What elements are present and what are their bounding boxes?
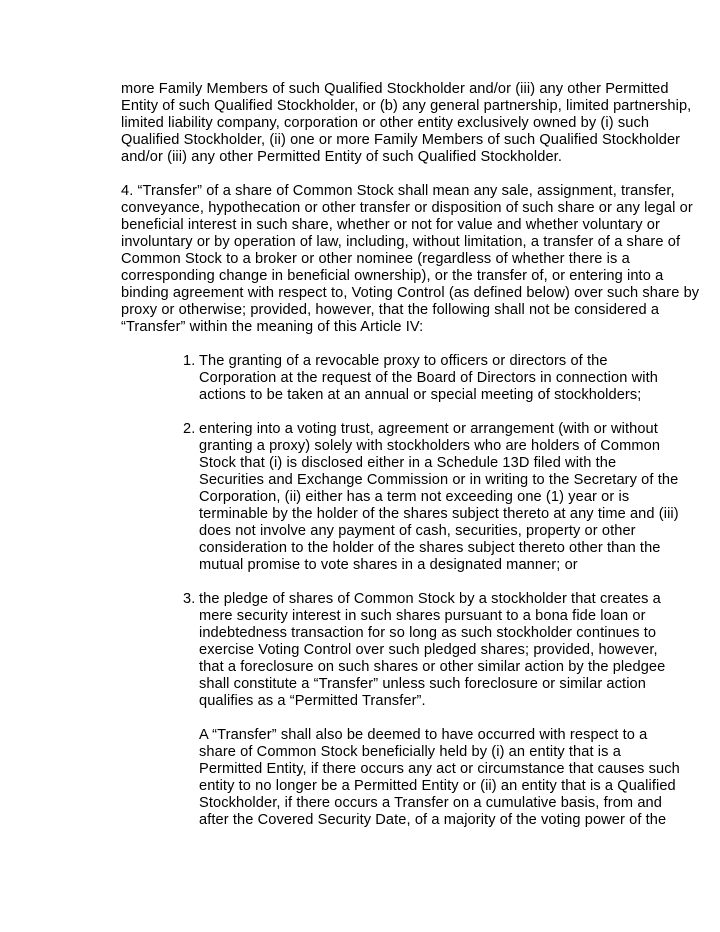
- text-line: Entity of such Qualified Stockholder, or (b) any general partnership, limited partnership,: [121, 98, 692, 114]
- text-line: and/or (iii) any other Permitted Entity of such Qualified Stockholder.: [121, 149, 562, 165]
- text-line: terminable by the holder of the shares subject thereto at any time and (iii): [199, 506, 679, 522]
- text-line: The granting of a revocable proxy to officers or directors of the: [199, 353, 608, 369]
- text-line: entering into a voting trust, agreement or arrangement (with or without: [199, 421, 658, 437]
- text-line: mutual promise to vote shares in a designated manner; or: [199, 557, 578, 573]
- text-line: does not involve any payment of cash, securities, property or other: [199, 523, 636, 539]
- text-line: the pledge of shares of Common Stock by a stockholder that creates a: [199, 591, 661, 607]
- paragraph-transfer-definition: [121, 183, 700, 336]
- text-line: share of Common Stock beneficially held by (i) an entity that is a: [199, 744, 621, 760]
- text-line: binding agreement with respect to, Voting Control (as defined below) over such share by: [121, 285, 700, 301]
- text-line: entity to no longer be a Permitted Entity or (ii) an entity that is a Qualified: [199, 778, 676, 794]
- numbered-list-item-3: [183, 591, 680, 710]
- numbered-list-item-1: [183, 353, 680, 404]
- text-line: involuntary or by operation of law, including, without limitation, a transfer of a share of: [121, 234, 681, 250]
- numbered-list-item-2: [183, 421, 680, 574]
- paragraph-transfer-deemed-occurred: [199, 727, 680, 829]
- text-line: indebtedness transaction for so long as such stockholder continues to: [199, 625, 657, 641]
- text-line: corresponding change in beneficial ownership), or the transfer of, or entering into a: [121, 268, 664, 284]
- text-line: mere security interest in such shares pursuant to a bona fide loan or: [199, 608, 646, 624]
- text-line: actions to be taken at an annual or special meeting of stockholders;: [199, 387, 642, 403]
- text-line: 4. “Transfer” of a share of Common Stock shall mean any sale, assignment, transfer,: [121, 183, 675, 199]
- text-line: conveyance, hypothecation or other transfer or disposition of such share or any legal or: [121, 200, 693, 216]
- text-line: beneficial interest in such share, whether or not for value and whether voluntary or: [121, 217, 660, 233]
- text-line: more Family Members of such Qualified Stockholder and/or (iii) any other Permitted: [121, 81, 669, 97]
- list-item-body: [199, 421, 680, 574]
- text-line: qualifies as a “Permitted Transfer”.: [199, 693, 426, 709]
- text-line: Stock that (i) is disclosed either in a Schedule 13D filed with the: [199, 455, 617, 471]
- list-item-number: 1.: [183, 353, 196, 369]
- text-line: that a foreclosure on such shares or other similar action by the pledgee: [199, 659, 666, 675]
- text-line: limited liability company, corporation or other entity exclusively owned by (i) such: [121, 115, 650, 131]
- text-line: consideration to the holder of the shares subject thereto other than the: [199, 540, 661, 556]
- text-line: Common Stock to a broker or other nominee (regardless of whether there is a: [121, 251, 630, 267]
- text-line: exercise Voting Control over such pledged shares; provided, however,: [199, 642, 658, 658]
- list-item-body: [199, 353, 680, 404]
- text-line: Securities and Exchange Commission or in writing to the Secretary of the: [199, 472, 679, 488]
- text-line: Stockholder, if there occurs a Transfer on a cumulative basis, from and: [199, 795, 662, 811]
- text-line: “Transfer” within the meaning of this Article IV:: [121, 319, 424, 335]
- list-item-body: [199, 591, 680, 710]
- text-line: Corporation, (ii) either has a term not exceeding one (1) year or is: [199, 489, 630, 505]
- list-item-number: 3.: [183, 591, 196, 607]
- text-line: after the Covered Security Date, of a majority of the voting power of the: [199, 812, 667, 828]
- text-line: A “Transfer” shall also be deemed to have occurred with respect to a: [199, 727, 648, 743]
- list-item-number: 2.: [183, 421, 196, 437]
- text-line: granting a proxy) solely with stockholders who are holders of Common: [199, 438, 661, 454]
- paragraph-permitted-entity: [121, 81, 692, 166]
- text-line: Qualified Stockholder, (ii) one or more Family Members of such Qualified Stockholder: [121, 132, 681, 148]
- text-line: Permitted Entity, if there occurs any act or circumstance that causes such: [199, 761, 680, 777]
- text-line: Corporation at the request of the Board of Directors in connection with: [199, 370, 658, 386]
- text-line: shall constitute a “Transfer” unless such foreclosure or similar action: [199, 676, 646, 692]
- text-line: proxy or otherwise; provided, however, that the following shall not be considered a: [121, 302, 660, 318]
